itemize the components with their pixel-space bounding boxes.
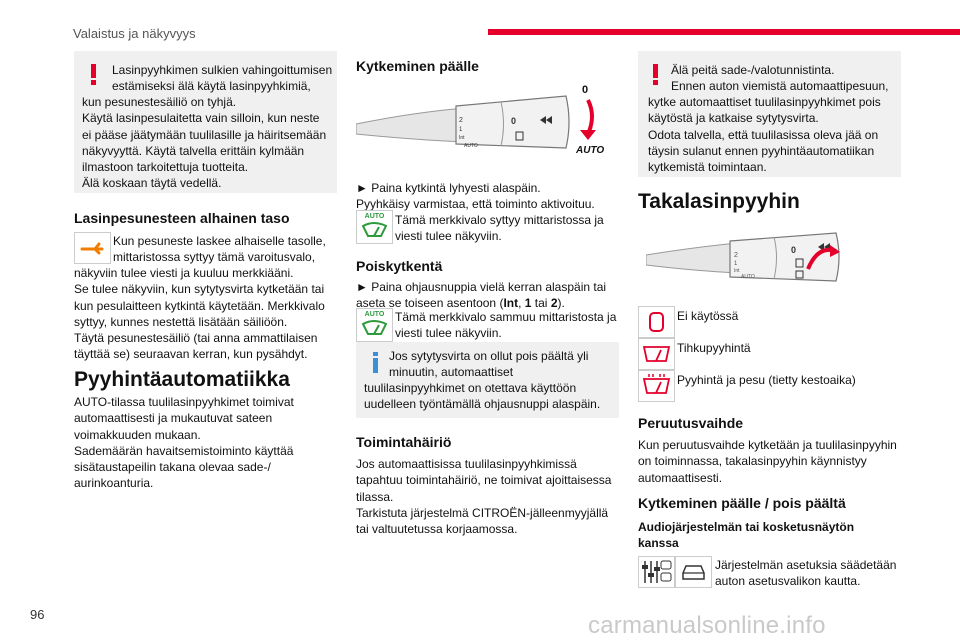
heading-reverse: Peruutusvaihde bbox=[638, 415, 744, 431]
sliders-icon bbox=[639, 557, 674, 587]
auto-lamp-label: AUTO bbox=[364, 311, 385, 318]
svg-text:Int: Int bbox=[459, 135, 465, 141]
info-line: tuulilasinpyyhkimet on otettava käyttöön bbox=[364, 381, 577, 395]
low-level-line: Täytä pesunestesäiliö (tai anna ammattilaisen bbox=[74, 331, 318, 346]
warning-line: ilmastoon tarkoitettuja tuotteita. bbox=[82, 160, 249, 175]
wiper-auto-icon bbox=[357, 220, 392, 240]
lamp-off-line: viesti tulee näkyviin. bbox=[395, 326, 502, 341]
info-line: Jos sytytysvirta on ollut pois päältä yli bbox=[389, 349, 589, 363]
svg-text:Int: Int bbox=[734, 268, 740, 274]
watermark: carmanualsonline.info bbox=[588, 612, 826, 639]
switch-off-line: ► Paina ohjausnuppia vielä kerran alaspäin tai bbox=[356, 280, 607, 294]
rear-option-off: Ei käytössä bbox=[677, 309, 739, 323]
rear-intermittent-icon bbox=[639, 339, 674, 369]
low-level-line: kun pesulaitteen kytkintä käytetään. Merkkivalo bbox=[74, 298, 325, 313]
toggle-subheading: Audiojärjestelmän tai kosketusnäytön bbox=[638, 520, 855, 534]
auto-lamp-off bbox=[356, 308, 393, 342]
auto-lamp-label: AUTO bbox=[364, 213, 385, 220]
heading-switch-off: Poiskytkentä bbox=[356, 258, 443, 274]
heading-malfunction: Toimintahäiriö bbox=[356, 434, 452, 450]
wiper-stalk-diagram-auto bbox=[356, 82, 606, 172]
info-icon bbox=[372, 350, 380, 373]
rear-wash-icon bbox=[639, 371, 674, 401]
svg-text:0: 0 bbox=[791, 245, 797, 255]
warning-line: kytkemistä toimintaan. bbox=[648, 160, 767, 175]
low-level-line: näkyviin tulee viesti ja kuuluu merkkiääni. bbox=[74, 266, 294, 280]
header-accent-bar bbox=[488, 29, 960, 35]
auto-line: voimakkuuden mukaan. bbox=[74, 427, 201, 442]
rear-wiper-off-icon bbox=[638, 306, 675, 338]
low-level-line: täyttää se) seuraavan kerran, kun pysähdyt. bbox=[74, 347, 308, 362]
rear-wiper-wash-icon bbox=[638, 370, 675, 402]
warning-line: Älä koskaan täytä vedellä. bbox=[82, 176, 222, 191]
auto-line: aurinkoanturia. bbox=[74, 476, 154, 491]
warning-line: käytöstä ja katkaise sytytysvirta. bbox=[648, 111, 819, 126]
low-level-line: syttyy, kunnes nestettä lisätään säiliöön. bbox=[74, 314, 288, 329]
warning-line: Ennen auton viemistä automaattipesuun, bbox=[671, 79, 889, 93]
toggle-line: Järjestelmän asetuksia säädetään bbox=[715, 558, 897, 572]
section-title: Valaistus ja näkyvyys bbox=[73, 26, 196, 41]
heading-low-level: Lasinpesunesteen alhainen taso bbox=[74, 210, 290, 226]
car-icon bbox=[676, 557, 711, 587]
lamp-off-line: Tämä merkkivalo sammuu mittaristosta ja bbox=[395, 310, 617, 324]
heading-auto-wipe: Pyyhintäautomatiikka bbox=[74, 368, 290, 391]
diagram-zero-label: 0 bbox=[582, 84, 589, 96]
svg-text:AUTO: AUTO bbox=[741, 274, 755, 280]
switch-off-line: aseta se toiseen asentoon (Int, 1 tai 2). bbox=[356, 296, 565, 311]
svg-text:0: 0 bbox=[511, 116, 517, 126]
reverse-line: Kun peruutusvaihde kytketään ja tuulilasinpyyhin bbox=[638, 438, 897, 452]
warning-line: kytke automaattiset tuulilasinpyyhkimet pois bbox=[648, 95, 881, 109]
heading-switch-on: Kytkeminen päälle bbox=[356, 58, 479, 74]
reverse-line: on toiminnassa, takalasinpyyhin käynnistyy bbox=[638, 454, 867, 469]
warning-line: Lasinpyyhkimen sulkien vahingoittumisen bbox=[112, 63, 333, 77]
heading-toggle: Kytkeminen päälle / pois päältä bbox=[638, 495, 846, 511]
heading-rear-wiper: Takalasinpyyhin bbox=[638, 190, 800, 213]
info-line: uudelleen työntämällä ohjausnuppi alaspäin. bbox=[364, 397, 601, 412]
malfunction-line: tapahtuu toimintahäiriö, ne toimivat ajoittaisessa bbox=[356, 473, 612, 488]
lamp-on-line: Tämä merkkivalo syttyy mittaristossa ja bbox=[395, 213, 604, 227]
info-line: minuutin, automaattiset bbox=[389, 365, 514, 379]
auto-line: automaattisesti ja mukautuvat sateen bbox=[74, 411, 273, 426]
warning-line: näkyvyyttä. Käytä talvella erittäin kylmään bbox=[82, 143, 305, 158]
malfunction-line: tai valtuutetussa korjaamossa. bbox=[356, 522, 518, 537]
warning-line: ei pääse jäätymään tuulilasille ja häiritsemään bbox=[82, 127, 327, 142]
switch-on-line: ► Paina kytkintä lyhyesti alaspäin. bbox=[356, 181, 541, 195]
low-level-line: Se tulee näkyviin, kun sytytysvirta kytketään tai bbox=[74, 282, 325, 297]
malfunction-line: tilassa. bbox=[356, 489, 394, 504]
warning-line: Älä peitä sade-/valotunnistinta. bbox=[671, 63, 835, 77]
wiper-auto-icon bbox=[357, 318, 392, 338]
svg-text:2: 2 bbox=[734, 252, 738, 259]
info-box bbox=[356, 342, 619, 418]
auto-line: sisätaustapeilin takana olevaa sade-/ bbox=[74, 460, 271, 475]
settings-menu-icon bbox=[638, 556, 675, 588]
warning-line: estämiseksi älä käytä lasinpyyhkimiä, bbox=[112, 79, 311, 93]
toggle-subheading: kanssa bbox=[638, 536, 679, 550]
svg-text:2: 2 bbox=[459, 117, 463, 124]
page-number: 96 bbox=[30, 607, 45, 622]
switch-on-line: Pyyhkäisy varmistaa, että toiminto aktivoituu. bbox=[356, 197, 595, 212]
malfunction-line: Tarkistuta järjestelmä CITROËN-jälleenmyyjällä bbox=[356, 505, 609, 520]
svg-text:1: 1 bbox=[459, 127, 463, 133]
low-level-line: Kun pesuneste laskee alhaiselle tasolle, bbox=[113, 234, 326, 248]
auto-lamp-on bbox=[356, 210, 393, 244]
rear-option-intermittent: Tihkupyyhintä bbox=[677, 341, 751, 355]
svg-text:1: 1 bbox=[734, 261, 738, 267]
malfunction-line: Jos automaattisissa tuulilasinpyyhkimissä bbox=[356, 457, 577, 471]
rear-option-wash: Pyyhintä ja pesu (tietty kestoaika) bbox=[677, 373, 856, 387]
lamp-on-line: viesti tulee näkyviin. bbox=[395, 229, 502, 244]
rear-off-icon bbox=[639, 307, 674, 337]
rear-wiper-stalk-diagram bbox=[646, 225, 856, 293]
warning-line: Käytä lasinpesulaitetta vain silloin, kun neste bbox=[82, 111, 320, 126]
diagram-auto-label: AUTO bbox=[576, 145, 605, 156]
low-level-line: mittaristossa syttyy tämä varoitusvalo, bbox=[113, 250, 316, 264]
car-settings-icon bbox=[675, 556, 712, 588]
toggle-line: auton asetusvalikon kautta. bbox=[715, 574, 861, 589]
warning-box-sensor bbox=[638, 51, 901, 177]
warning-line: kun pesunestesäiliö on tyhjä. bbox=[82, 95, 237, 109]
warning-line: täysin sulanut ennen pyyhintäautomatiikan bbox=[648, 143, 875, 158]
warning-icon bbox=[652, 64, 660, 85]
svg-text:AUTO: AUTO bbox=[464, 143, 478, 149]
rear-wiper-intermittent-icon bbox=[638, 338, 675, 370]
rear-wiper-illustration bbox=[646, 225, 856, 293]
reverse-line: automaattisesti. bbox=[638, 470, 723, 485]
warning-box-washer bbox=[74, 51, 337, 193]
washer-fluid-warning-lamp bbox=[74, 232, 111, 264]
washer-fluid-icon bbox=[75, 233, 110, 263]
wiper-stalk-illustration bbox=[356, 82, 606, 172]
warning-icon bbox=[90, 64, 98, 85]
warning-line: Odota talvella, että tuulilasissa oleva jää on bbox=[648, 127, 879, 142]
auto-line: AUTO-tilassa tuulilasinpyyhkimet toimivat bbox=[74, 395, 294, 409]
auto-line: Sademäärän havaitsemistoiminto käyttää bbox=[74, 443, 294, 458]
